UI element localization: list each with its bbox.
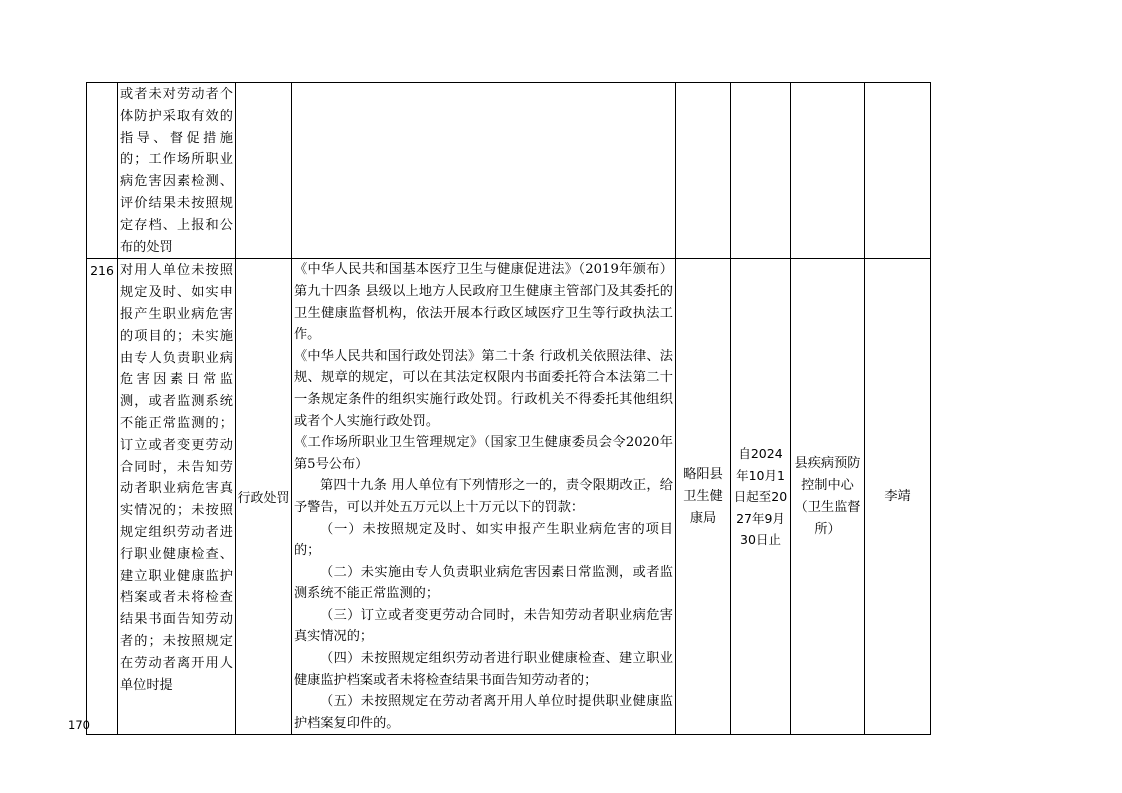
item-name: 对用人单位未按照规定及时、如实申报产生职业病危害的项目的；未实施由专人负责职业病危害因素日常监测，或者监测系统不能正常监测的；订立或者变更劳动合同时，未告知劳动者职业病危害真实情况的；未按照规定组织劳动者进行职业健康检查、建立职业健康监护档案或者未将检查结果书面告知劳动者的；未按照规定在劳动者离开用人单位时提 bbox=[120, 263, 233, 693]
basis-law-3: 《工作场所职业卫生管理规定》（国家卫生健康委员会令2020年第5号公布） bbox=[294, 435, 673, 472]
entrusted-cell bbox=[791, 83, 865, 259]
person-cell bbox=[865, 83, 931, 259]
item-name: 或者未对劳动者个体防护采取有效的指导、督促措施的；工作场所职业病危害因素检测、评价结果未按照规定存档、上报和公布的处罚 bbox=[120, 87, 233, 255]
entrusting-organ: 略阳县卫生健康局 bbox=[683, 467, 723, 526]
period-cell bbox=[731, 259, 791, 735]
basis-cell bbox=[292, 259, 676, 735]
organ-cell bbox=[676, 83, 731, 259]
entrustment-table bbox=[86, 82, 931, 735]
period-cell bbox=[731, 83, 791, 259]
entrusted-unit: 县疾病预防控制中心（卫生监督所） bbox=[794, 456, 861, 537]
row-number-cell bbox=[87, 83, 118, 259]
entrustment-period: 自2024年10月1日起至2027年9月30日止 bbox=[733, 446, 788, 548]
table-row bbox=[87, 259, 931, 735]
item-name-cell bbox=[118, 83, 236, 259]
type-cell bbox=[236, 259, 292, 735]
organ-cell bbox=[676, 259, 731, 735]
basis-clause-4: （四）未按照规定组织劳动者进行职业健康检查、建立职业健康监护档案或者未将检查结果书面告知劳动者的； bbox=[294, 651, 673, 688]
basis-cell bbox=[292, 83, 676, 259]
page-number: 170 bbox=[68, 718, 90, 732]
penalty-type: 行政处罚 bbox=[237, 491, 290, 507]
type-cell bbox=[236, 83, 292, 259]
row-number-cell bbox=[87, 259, 118, 735]
basis-clause-5: （五）未按照规定在劳动者离开用人单位时提供职业健康监护档案复印件的。 bbox=[294, 694, 673, 731]
basis-law-1: 《中华人民共和国基本医疗卫生与健康促进法》（2019年颁布）第九十四条 县级以上地方人民政府卫生健康主管部门及其委托的卫生健康监督机构，依法开展本行政区域医疗卫生等行政执法工作。 bbox=[294, 262, 673, 343]
basis-clause-2: （二）未实施由专人负责职业病危害因素日常监测，或者监测系统不能正常监测的； bbox=[294, 564, 673, 602]
table-row bbox=[87, 83, 931, 259]
row-number: 216 bbox=[90, 263, 114, 279]
responsible-person: 李靖 bbox=[884, 489, 911, 504]
entrusted-cell bbox=[791, 259, 865, 735]
basis-law-2: 《中华人民共和国行政处罚法》第二十条 行政机关依照法律、法规、规章的规定，可以在其法定权限内书面委托符合本法第二十一条规定条件的组织实施行政处罚。行政机关不得委托其他组织或者个人实施行政处罚。 bbox=[294, 348, 673, 429]
basis-article: 第四十九条 用人单位有下列情形之一的，责令限期改正，给予警告，可以并处五万元以上十万元以下的罚款： bbox=[294, 478, 673, 515]
basis-clause-1: （一）未按照规定及时、如实申报产生职业病危害的项目的； bbox=[294, 521, 673, 559]
basis-clause-3: （三）订立或者变更劳动合同时，未告知劳动者职业病危害真实情况的； bbox=[294, 607, 673, 645]
item-name-cell bbox=[118, 259, 236, 735]
person-cell bbox=[865, 259, 931, 735]
